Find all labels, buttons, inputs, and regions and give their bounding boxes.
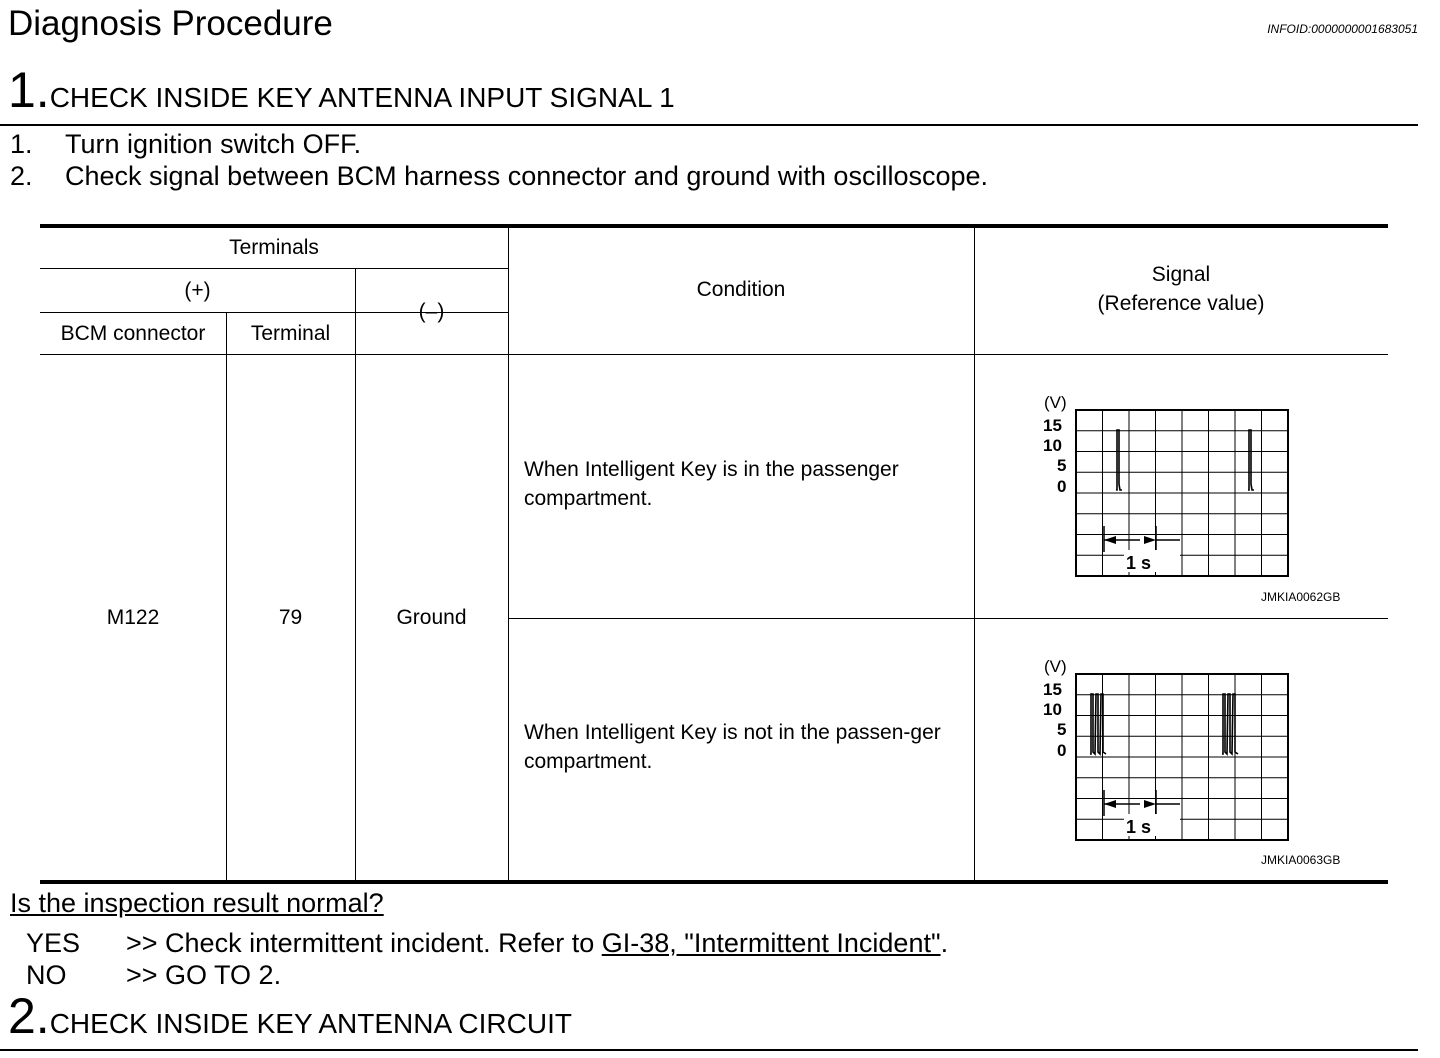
cell-connector: M122	[106, 605, 160, 629]
step-1-title: CHECK INSIDE KEY ANTENNA INPUT SIGNAL 1	[49, 82, 675, 113]
time-label: 1 s	[1126, 817, 1152, 837]
waveform-pulse-burst	[1090, 694, 1106, 754]
answer-yes-key: YES	[26, 928, 81, 958]
condition-1: When Intelligent Key is in the passenger compartment.	[524, 458, 899, 510]
instruction-1	[10, 128, 361, 160]
waveform-pulse	[1248, 430, 1254, 490]
answer-yes-text: >> Check intermittent incident. Refer to	[126, 928, 602, 958]
waveform-tick-0: 0	[1057, 477, 1067, 496]
instruction-2-number: 2.	[10, 161, 33, 191]
step-2-heading	[8, 988, 572, 1044]
time-marker-arrow	[1104, 800, 1116, 808]
answer-no	[26, 959, 281, 991]
waveform-tick-10: 10	[1043, 700, 1062, 719]
time-marker	[1104, 790, 1180, 816]
condition-2: When Intelligent Key is not in the passen-ger compartment.	[524, 721, 941, 773]
header-minus: (–)	[418, 299, 445, 323]
instruction-2-text: Check signal between BCM harness connector and ground with oscilloscope.	[65, 161, 989, 191]
waveform-pulse-burst	[1222, 694, 1238, 754]
cell-terminal: 79	[278, 605, 303, 629]
page-title: Diagnosis Procedure	[8, 4, 333, 43]
info-id: INFOID:0000000001683051	[1267, 22, 1418, 36]
header-terminal: Terminal	[250, 321, 331, 345]
answer-yes	[26, 927, 948, 959]
inspection-question: Is the inspection result normal?	[10, 888, 384, 918]
step-2-number: 2.	[8, 988, 50, 1044]
figure-code-1: JMKIA0062GB	[1261, 590, 1341, 604]
header-plus: (+)	[184, 278, 211, 302]
waveform-tick-5: 5	[1057, 456, 1067, 475]
waveform-grid	[1076, 410, 1288, 576]
time-marker-arrow	[1144, 536, 1156, 544]
waveform-chart-1	[1040, 396, 1290, 580]
waveform-grid	[1076, 674, 1288, 840]
table-row-divider	[508, 618, 1388, 619]
step-1-divider	[0, 124, 1418, 126]
table-bottom-border	[40, 880, 1388, 884]
step-2-divider	[0, 1049, 1418, 1051]
waveform-tick-15: 15	[1043, 680, 1062, 699]
header-signal-line1: Signal	[1151, 263, 1211, 286]
header-signal-line2: (Reference value)	[1097, 292, 1265, 315]
signal-table	[40, 224, 1388, 884]
header-condition: Condition	[696, 277, 786, 301]
time-label: 1 s	[1126, 553, 1152, 573]
figure-code-2: JMKIA0063GB	[1261, 853, 1341, 867]
answer-no-text: >> GO TO 2.	[126, 960, 282, 990]
waveform-tick-5: 5	[1057, 720, 1067, 739]
answer-yes-suffix: .	[940, 928, 949, 958]
waveform-pulse	[1116, 430, 1122, 490]
time-marker-arrow	[1144, 800, 1156, 808]
instruction-2	[10, 160, 988, 192]
step-1-heading	[8, 62, 675, 118]
instruction-1-text: Turn ignition switch OFF.	[65, 129, 362, 159]
step-2-title: CHECK INSIDE KEY ANTENNA CIRCUIT	[49, 1008, 572, 1039]
step-1-number: 1.	[8, 62, 50, 118]
cell-minus: Ground	[396, 605, 467, 629]
instruction-1-number: 1.	[10, 129, 33, 159]
waveform-chart-2	[1040, 660, 1290, 844]
time-marker-arrow	[1104, 536, 1116, 544]
waveform-unit: (V)	[1044, 396, 1067, 412]
time-marker	[1104, 526, 1180, 552]
waveform-tick-10: 10	[1043, 436, 1062, 455]
waveform-unit: (V)	[1044, 660, 1067, 676]
answer-no-key: NO	[26, 960, 67, 990]
waveform-tick-0: 0	[1057, 741, 1067, 760]
header-signal	[974, 224, 1388, 354]
waveform-tick-15: 15	[1043, 416, 1062, 435]
header-terminals: Terminals	[229, 235, 319, 259]
header-bcm-connector: BCM connector	[60, 321, 206, 345]
intermittent-incident-link[interactable]: GI-38, "Intermittent Incident"	[601, 928, 941, 958]
